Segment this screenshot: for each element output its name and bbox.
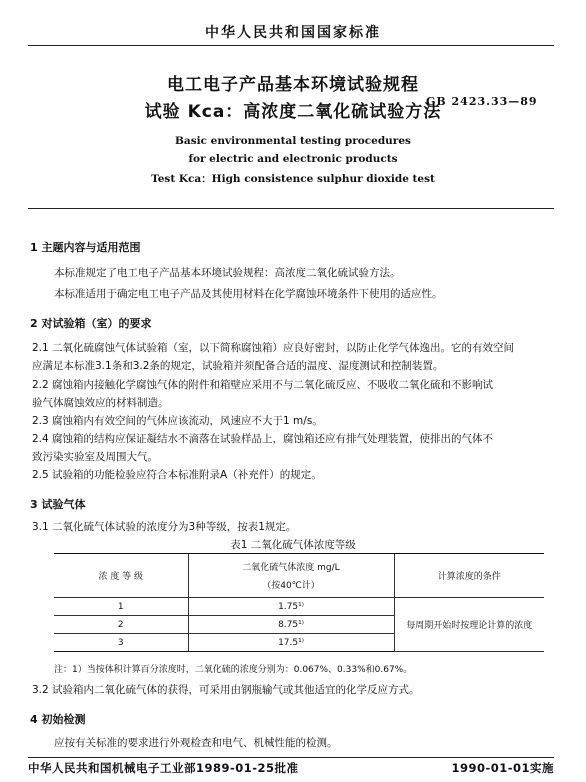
section-4-para-1: 应按有关标准的要求进行外观检查和电气、机械性能的检测。 xyxy=(54,737,338,749)
table-row xyxy=(54,598,544,616)
gb-number: GB 2423.33—89 xyxy=(426,95,538,108)
clause-2-3: 2.3 腐蚀箱内有效空间的气体应该流动，风速应不大于1 m/s。 xyxy=(32,415,323,427)
title-rule xyxy=(28,208,554,209)
concentration-cell: 8.75¹⁾ xyxy=(188,616,394,634)
footer-rule xyxy=(28,757,554,758)
clause-2-1-line-2: 应满足本标准3.1条和3.2条的规定，试验箱并须配备合适的温度、湿度测试和控制装置。 xyxy=(32,360,444,372)
header-concentration xyxy=(188,554,394,598)
clause-2-5: 2.5 试验箱的功能检验应符合本标准附录A（补充件）的规定。 xyxy=(32,469,322,481)
clause-3-1: 3.1 二氧化硫气体试验的浓度分为3种等级，按表1规定。 xyxy=(32,521,297,533)
table-note: 注：1）当按体积计算百分浓度时，二氧化硫的浓度分别为：0.067%、0.33%和0.67%。 xyxy=(54,665,413,675)
header-concentration-line-1: 二氧化硫气体浓度 mg/L xyxy=(242,563,340,573)
section-4-heading: 4 初始检测 xyxy=(30,713,86,726)
clause-2-2-line-2: 验气体腐蚀效应的材料制造。 xyxy=(32,397,169,409)
concentration-table xyxy=(54,553,544,652)
title-line-2: 试验 Kca：高浓度二氧化硫试验方法 xyxy=(144,102,442,122)
header-rule xyxy=(28,45,554,46)
english-title-line-1: Basic environmental testing procedures xyxy=(175,135,411,147)
concentration-cell: 17.5¹⁾ xyxy=(188,634,394,652)
clause-3-2: 3.2 试验箱内二氧化硫气体的获得，可采用由钢瓶输气或其他适宜的化学反应方式。 xyxy=(32,684,420,696)
english-title-line-3: Test Kca：High consistence sulphur dioxide test xyxy=(151,173,435,185)
header-level: 浓 度 等 级 xyxy=(54,554,188,598)
condition-cell: 每周期开始时按理论计算的浓度 xyxy=(394,598,544,652)
clause-2-4-line-2: 致污染实验室及周围大气。 xyxy=(32,451,158,463)
level-cell: 1 xyxy=(54,598,188,616)
section-3-heading: 3 试验气体 xyxy=(30,498,86,511)
table-header-row xyxy=(54,554,544,598)
concentration-cell: 1.75¹⁾ xyxy=(188,598,394,616)
level-cell: 3 xyxy=(54,634,188,652)
standard-org: 中华人民共和国国家标准 xyxy=(205,25,381,41)
title-line-1: 电工电子产品基本环境试验规程 xyxy=(167,75,419,95)
level-cell: 2 xyxy=(54,616,188,634)
section-1-heading: 1 主题内容与适用范围 xyxy=(30,241,141,254)
header-condition: 计算浓度的条件 xyxy=(394,554,544,598)
approval-text: 中华人民共和国机械电子工业部1989-01-25批准 xyxy=(28,761,299,775)
clause-2-2-line-1: 2.2 腐蚀箱内接触化学腐蚀气体的附件和箱壁应采用不与二氧化硫反应、不吸收二氧化硫和不影响试 xyxy=(32,379,494,391)
english-title-line-2: for electric and electronic products xyxy=(188,153,398,165)
clause-2-4-line-1: 2.4 腐蚀箱的结构应保证凝结水不滴落在试验样品上，腐蚀箱还应有排气处理装置，使排出的气体不 xyxy=(32,433,494,445)
section-1-para-1: 本标准规定了电工电子产品基本环境试验规程：高浓度二氧化硫试验方法。 xyxy=(54,267,401,279)
section-1-para-2: 本标准适用于确定电工电子产品及其使用材料在化学腐蚀环境条件下使用的适应性。 xyxy=(54,288,443,300)
clause-2-1-line-1: 2.1 二氧化硫腐蚀气体试验箱（室，以下简称腐蚀箱）应良好密封，以防止化学气体逸出。它的有效空间 xyxy=(32,342,515,354)
section-2-heading: 2 对试验箱（室）的要求 xyxy=(30,317,152,330)
table-title: 表1 二氧化硫气体浓度等级 xyxy=(230,539,356,551)
header-concentration-line-2: （按40℃计） xyxy=(262,581,320,591)
implementation-date: 1990-01-01实施 xyxy=(451,761,554,775)
